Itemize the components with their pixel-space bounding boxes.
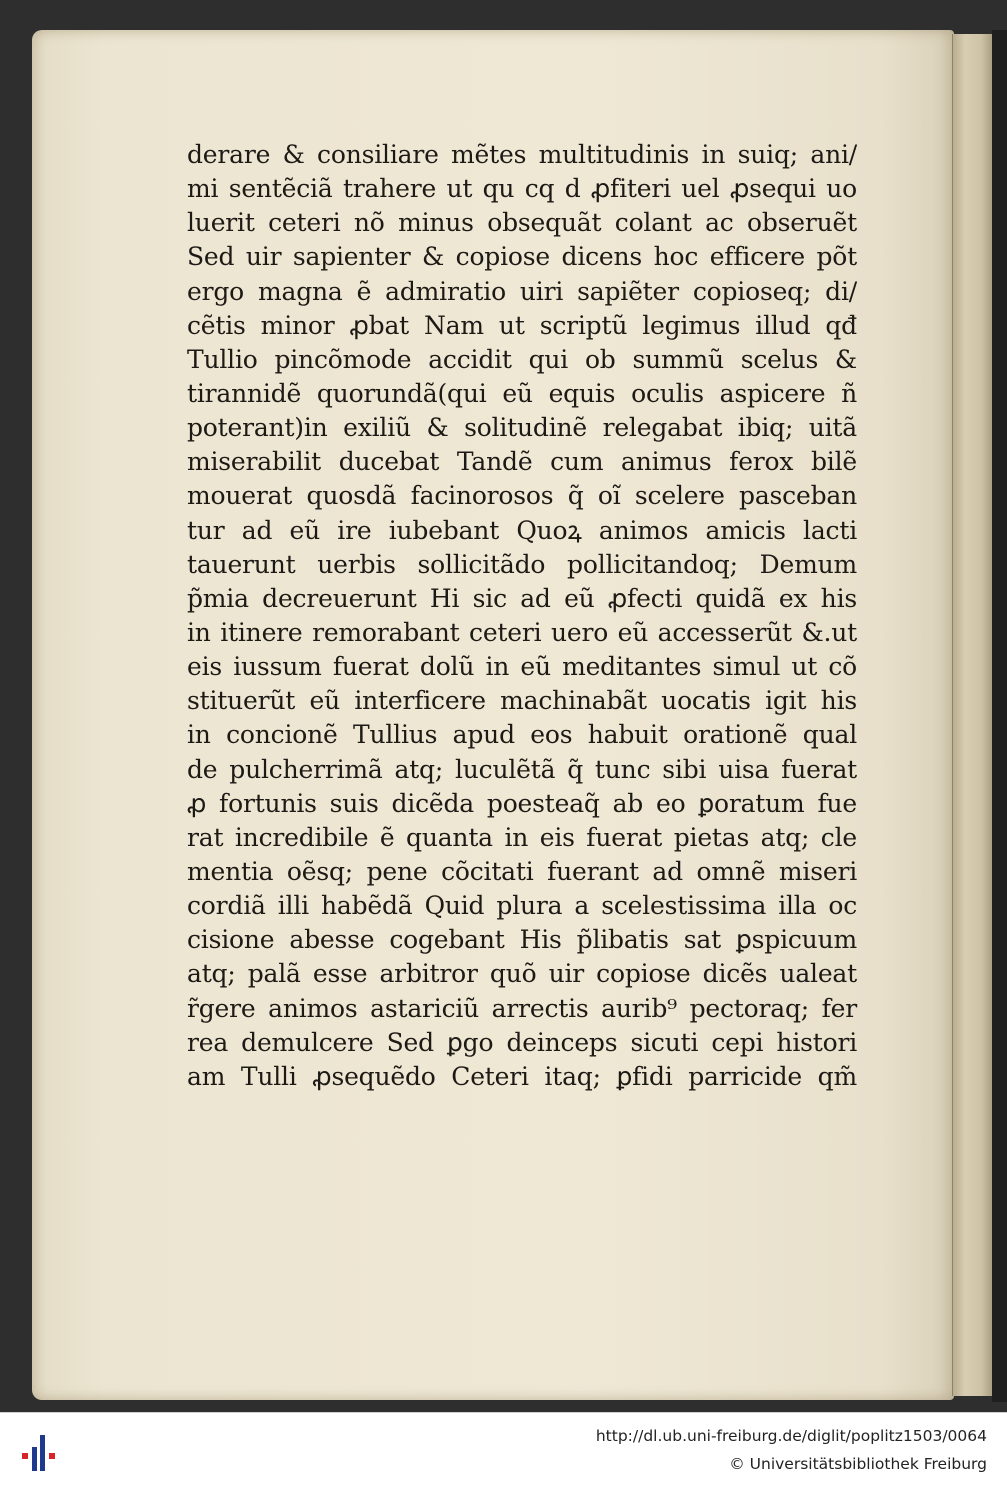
text-line: p̃mia decreuerunt Hi sic ad eũ ꝓfecti quidã ex his: [187, 583, 857, 613]
viewer-footer: [0, 1412, 1007, 1486]
text-line: tirannidẽ quorundã(qui eũ equis oculis aspicere ñ: [187, 378, 857, 408]
text-line: ergo magna ẽ admiratio uiri sapiẽter copioseq; di/: [187, 276, 857, 306]
text-line: Tullio pincõmode accidit qui ob summũ scelus &: [187, 344, 857, 374]
text-line: cẽtis minor ꝓbat Nam ut scriptũ legimus illud qđ: [187, 310, 857, 340]
permalink-url[interactable]: http://dl.ub.uni-freiburg.de/diglit/poplitz1503/0064: [595, 1427, 987, 1445]
text-line: cisione abesse cogebant His p̃libatis sat ꝑspicuum: [187, 925, 857, 955]
scan-border: [992, 30, 1007, 1402]
text-line: mentia oẽsq; pene cõcitati fuerant ad omnẽ miseri: [187, 856, 857, 886]
text-line: luerit ceteri nõ minus obsequãt colant ac obseruẽt: [187, 208, 857, 238]
text-line: miserabilit ducebat Tandẽ cum animus ferox bilẽ: [187, 447, 857, 477]
text-line: in itinere remorabant ceteri uero eũ accesserũt &.ut: [187, 617, 857, 647]
copyright-notice: © Universitätsbibliothek Freiburg: [729, 1455, 987, 1473]
text-line: tur ad eũ ire iubebant Quoꝝ animos amicis lacti: [187, 515, 857, 545]
facing-page-edge: [952, 34, 993, 1396]
text-line: mouerat quosdã facinorosos q̃ oĩ scelere pasceban: [187, 481, 857, 511]
text-line: derare & consiliare mẽtes multitudinis in suiq; ani/: [187, 140, 857, 169]
text-line: rat incredibile ẽ quanta in eis fuerat pietas atq; cle: [187, 822, 857, 852]
text-line: mi sentẽciã trahere ut qu cq d ꝓfiteri uel ꝓsequi uo: [187, 174, 857, 204]
printed-text-block: [187, 138, 857, 1094]
text-line: Sed uir sapienter & copiose dicens hoc efficere põt: [187, 242, 857, 272]
text-line: ꝓ fortunis suis dicẽda poesteaq̃ ab eo ꝑoratum fue: [187, 788, 857, 818]
text-line: r̃gere animos astariciũ arrectis aurib⁹ pectoraq; fer: [187, 993, 857, 1023]
ub-freiburg-logo-icon: [18, 1433, 60, 1473]
text-line: rea demulcere Sed ꝑgo deinceps sicuti cepi histori: [187, 1027, 857, 1057]
text-line: stituerũt eũ interficere machinabãt uocatis igit his: [187, 686, 857, 716]
text-line: eis iussum fuerat dolũ in eũ meditantes simul ut cõ: [187, 652, 857, 682]
text-line: am Tulli ꝓsequẽdo Ceteri itaq; ꝑfidi parricide qm̃: [187, 1061, 857, 1091]
text-line: in concionẽ Tullius apud eos habuit orationẽ qual: [187, 720, 857, 750]
text-line: tauerunt uerbis sollicitãdo pollicitandoq; Demum: [187, 549, 857, 579]
text-line: poterant)in exiliũ & solitudinẽ relegabat ibiq; uitã: [187, 413, 857, 443]
text-line: cordiã illi habẽdã Quid plura a scelestissima illa oc: [187, 891, 857, 921]
text-line: de pulcherrimã atq; luculẽtã q̃ tunc sibi uisa fuerat: [187, 754, 857, 784]
text-line: atq; palã esse arbitror quõ uir copiose dicẽs ualeat: [187, 959, 857, 989]
